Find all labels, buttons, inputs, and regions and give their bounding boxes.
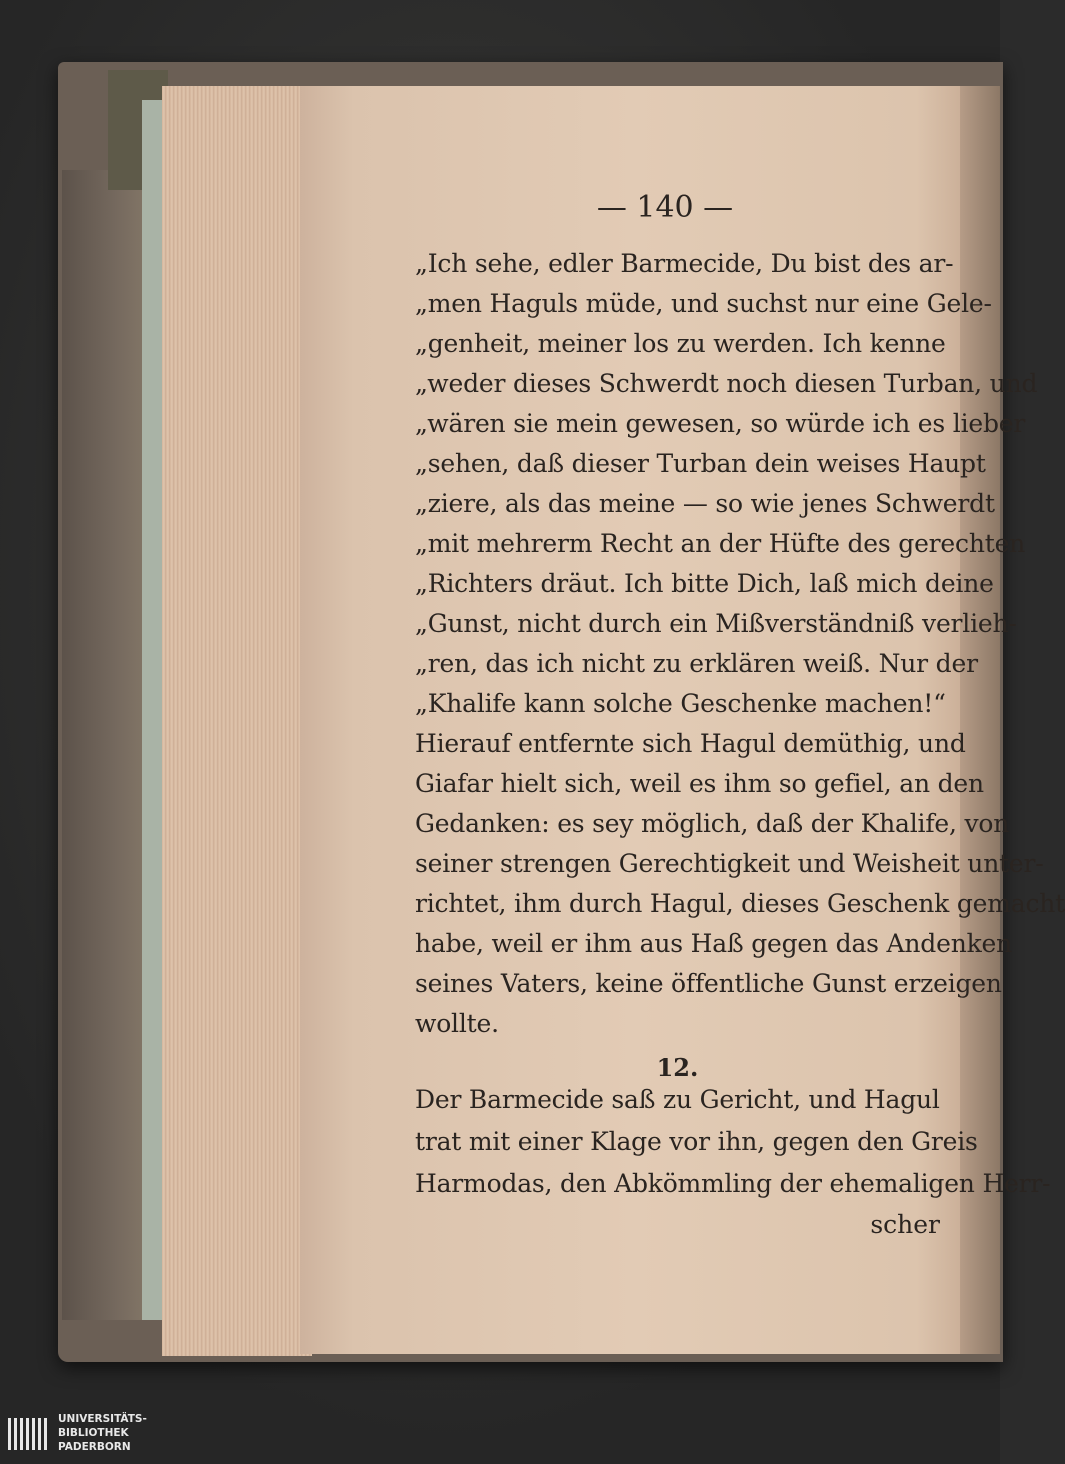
text-line: Hierauf entfernte sich Hagul demüthig, und — [415, 729, 966, 758]
library-logo-line: UNIVERSITÄTS- — [58, 1413, 147, 1425]
text-line: „Khalife kann solche Geschenke machen!“ — [415, 689, 946, 718]
text-line: richtet, ihm durch Hagul, dieses Geschenk gemacht — [415, 889, 1065, 918]
text-line: trat mit einer Klage vor ihn, gegen den Greis — [415, 1127, 978, 1156]
text-line: habe, weil er ihm aus Haß gegen das Andenken — [415, 929, 1013, 958]
text-line: „men Haguls müde, und suchst nur eine Gele- — [415, 289, 992, 318]
text-line: „Ich sehe, edler Barmecide, Du bist des ar- — [415, 249, 954, 278]
text-line: „weder dieses Schwerdt noch diesen Turban, und — [415, 369, 1038, 398]
text-line: Der Barmecide saß zu Gericht, und Hagul — [415, 1085, 940, 1114]
library-logo-line: BIBLIOTHEK — [58, 1427, 129, 1439]
text-line: „Gunst, nicht durch ein Mißverständniß verlieh- — [415, 609, 1017, 638]
library-logo — [6, 1410, 206, 1458]
text-line: „sehen, daß dieser Turban dein weises Haupt — [415, 449, 986, 478]
text-line: „Richters dräut. Ich bitte Dich, laß mich deine — [415, 569, 994, 598]
text-line: Harmodas, den Abkömmling der ehemaligen Herr- — [415, 1169, 1051, 1198]
text-line: Giafar hielt sich, weil es ihm so gefiel, an den — [415, 769, 984, 798]
text-line: „wären sie mein gewesen, so würde ich es lieber — [415, 409, 1026, 438]
text-line: seiner strengen Gerechtigkeit und Weisheit unter- — [415, 849, 1044, 878]
text-line: Gedanken: es sey möglich, daß der Khalife, von — [415, 809, 1010, 838]
text-line: seines Vaters, keine öffentliche Gunst erzeigen — [415, 969, 1002, 998]
text-line: „ren, das ich nicht zu erklären weiß. Nur der — [415, 649, 978, 678]
cover-board-edge — [62, 170, 152, 1320]
section-heading: 12. — [656, 1053, 699, 1082]
page-number: — 140 — — [596, 190, 734, 225]
text-line: „genheit, meiner los zu werden. Ich kenne — [415, 329, 946, 358]
text-line: „ziere, als das meine — so wie jenes Schwerdt — [415, 489, 995, 518]
text-line: „mit mehrerm Recht an der Hüfte des gerechten — [415, 529, 1026, 558]
catchword: scher — [870, 1210, 940, 1239]
page-stack-edges — [162, 86, 312, 1356]
library-logo-text — [58, 1412, 208, 1454]
library-logo-line: PADERBORN — [58, 1441, 131, 1453]
library-logo-icon — [6, 1412, 50, 1456]
text-line: wollte. — [415, 1009, 499, 1038]
